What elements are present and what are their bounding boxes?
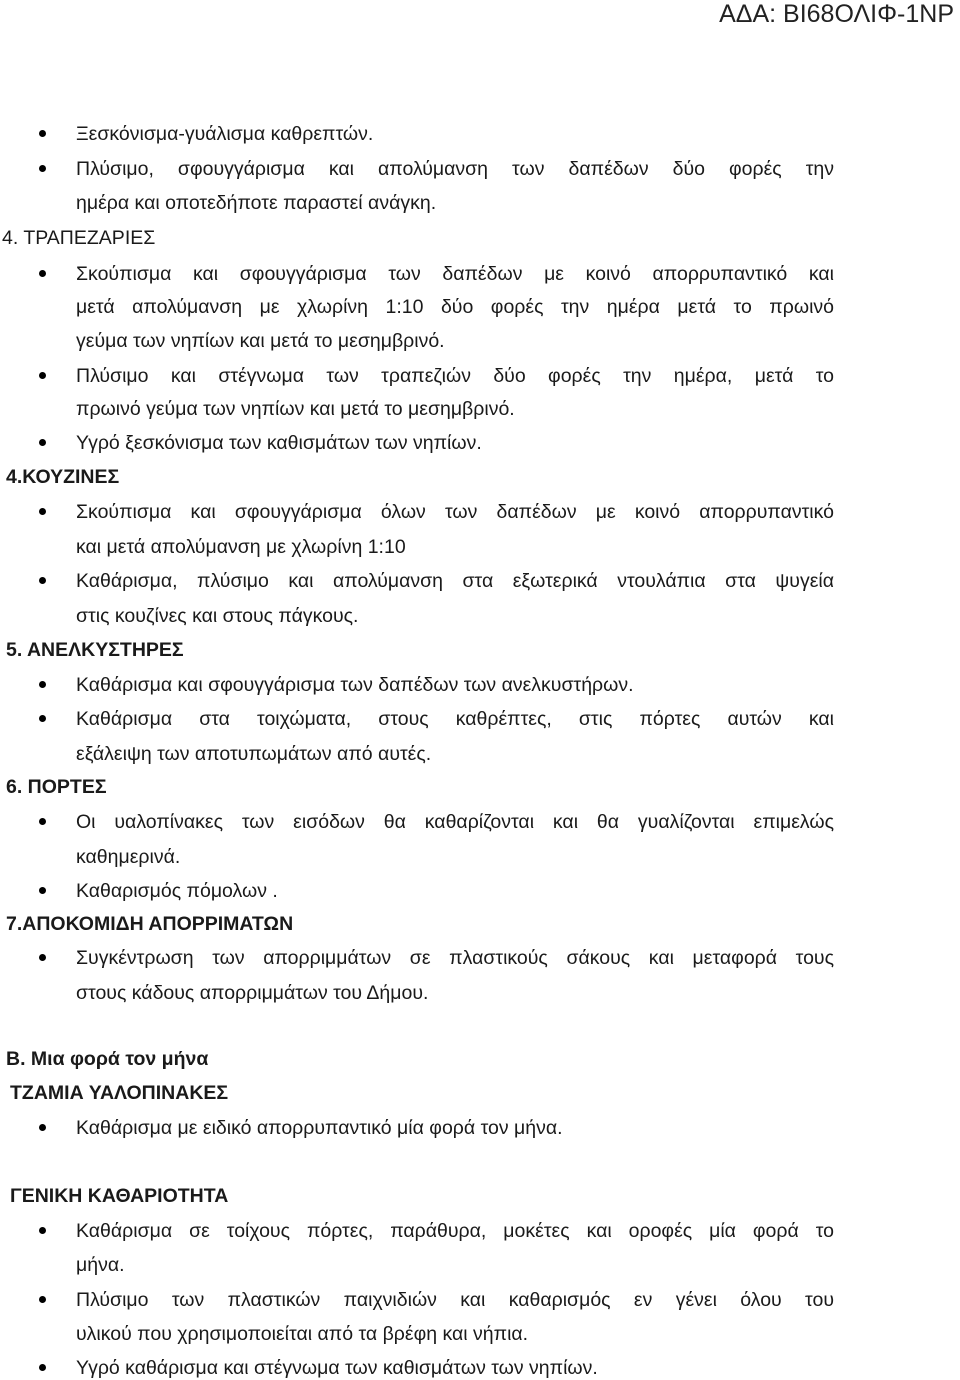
bullet-icon	[39, 372, 46, 379]
text-line: Σκούπισμα και σφουγγάρισμα των δαπέδων με κοινό απορρυπαντικό και	[76, 263, 834, 285]
text-line: Καθάρισμα σε τοίχους πόρτες, παράθυρα, μοκέτες και οροφές μία φορά το	[76, 1220, 834, 1242]
text-line: Καθαρισμός πόμολων .	[76, 880, 278, 902]
section-heading: 7.ΑΠΟΚΟΜΙΔΗ ΑΠΟΡΡΙΜΑΤΩΝ	[6, 913, 294, 935]
section-heading: Β. Μια φορά τον μήνα	[6, 1048, 209, 1070]
bullet-icon	[39, 1296, 46, 1303]
bullet-icon	[39, 130, 46, 137]
section-heading: 4. ΤΡΑΠΕΖΑΡΙΕΣ	[2, 227, 156, 249]
text-line: στους κάδους απορριμμάτων του Δήμου.	[76, 982, 429, 1004]
text-line: Συγκέντρωση των απορριμμάτων σε πλαστικούς σάκους και μεταφορά τους	[76, 947, 834, 969]
bullet-icon	[39, 681, 46, 688]
text-line: Καθάρισμα στα τοιχώματα, στους καθρέπτες, στις πόρτες αυτών και	[76, 708, 834, 730]
text-line: καθημερινά.	[76, 846, 181, 868]
bullet-icon	[39, 439, 46, 446]
text-line: Πλύσιμο και στέγνωμα των τραπεζιών δύο φορές την ημέρα, μετά το	[76, 365, 834, 387]
text-line: Υγρό ξεσκόνισμα των καθισμάτων των νηπίων.	[76, 432, 482, 454]
section-heading: ΓΕΝΙΚΗ ΚΑΘΑΡΙΟΤΗΤΑ	[10, 1185, 229, 1207]
text-line: Υγρό καθάρισμα και στέγνωμα των καθισμάτων των νηπίων.	[76, 1357, 598, 1379]
text-line: Πλύσιμο, σφουγγάρισμα και απολύμανση των δαπέδων δύο φορές την	[76, 158, 834, 180]
text-line: πρωινό γεύμα των νηπίων και μετά το μεσημβρινό.	[76, 398, 515, 420]
ada-code: ΑΔΑ: ΒΙ68ΟΛΙΦ-1ΝΡ	[719, 0, 954, 28]
text-line: Καθάρισμα με ειδικό απορρυπαντικό μία φορά τον μήνα.	[76, 1117, 563, 1139]
bullet-icon	[39, 1364, 46, 1371]
bullet-icon	[39, 715, 46, 722]
section-heading: 5. ΑΝΕΛΚΥΣΤΗΡΕΣ	[6, 639, 184, 661]
text-line: υλικού που χρησιμοποιείται από τα βρέφη και νήπια.	[76, 1323, 529, 1345]
bullet-icon	[39, 577, 46, 584]
text-line: ημέρα και οποτεδήποτε παραστεί ανάγκη.	[76, 192, 437, 214]
bullet-icon	[39, 165, 46, 172]
section-heading: 6. ΠΟΡΤΕΣ	[6, 776, 107, 798]
bullet-icon	[39, 887, 46, 894]
text-line: μήνα.	[76, 1254, 125, 1276]
text-line: Σκούπισμα και σφουγγάρισμα όλων των δαπέδων με κοινό απορρυπαντικό	[76, 501, 834, 523]
bullet-icon	[39, 818, 46, 825]
text-line: γεύμα των νηπίων και μετά το μεσημβρινό.	[76, 330, 445, 352]
text-line: Καθάρισμα και σφουγγάρισμα των δαπέδων των ανελκυστήρων.	[76, 674, 634, 696]
text-line: Πλύσιμο των πλαστικών παιχνιδιών και καθαρισμός εν γένει όλου του	[76, 1289, 834, 1311]
text-line: Καθάρισμα, πλύσιμο και απολύμανση στα εξωτερικά ντουλάπια στα ψυγεία	[76, 570, 834, 592]
bullet-icon	[39, 270, 46, 277]
section-heading: 4.ΚΟΥΖΙΝΕΣ	[6, 466, 120, 488]
section-heading: ΤΖΑΜΙΑ ΥΑΛΟΠΙΝΑΚΕΣ	[10, 1082, 229, 1104]
bullet-icon	[39, 1227, 46, 1234]
bullet-icon	[39, 954, 46, 961]
text-line: και μετά απολύμανση με χλωρίνη 1:10	[76, 536, 406, 558]
bullet-icon	[39, 508, 46, 515]
text-line: Οι υαλοπίνακες των εισόδων θα καθαρίζονται και θα γυαλίζονται επιμελώς	[76, 811, 834, 833]
text-line: εξάλειψη των αποτυπωμάτων από αυτές.	[76, 743, 432, 765]
text-line: μετά απολύμανση με χλωρίνη 1:10 δύο φορές την ημέρα μετά το πρωινό	[76, 296, 834, 318]
text-line: Ξεσκόνισμα-γυάλισμα καθρεπτών.	[76, 123, 374, 145]
bullet-icon	[39, 1124, 46, 1131]
text-line: στις κουζίνες και στους πάγκους.	[76, 605, 359, 627]
